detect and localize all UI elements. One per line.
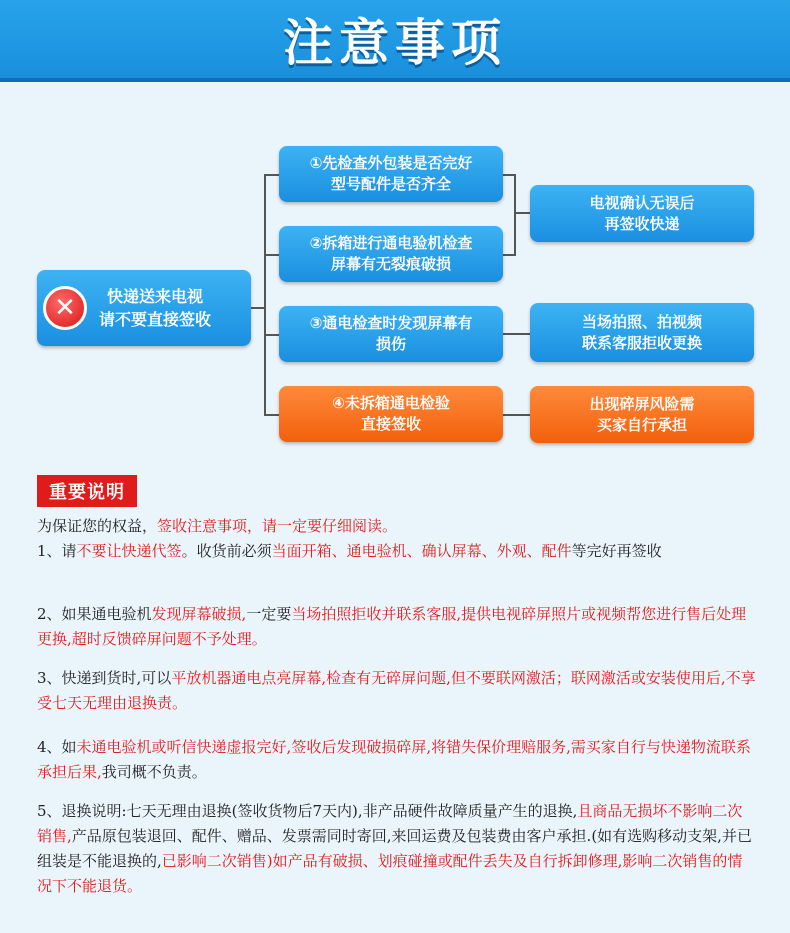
connector-line xyxy=(514,174,516,256)
result-1-line2: 再签收快递 xyxy=(604,214,680,233)
close-icon: ✕ xyxy=(43,286,87,330)
result-1-line1: 电视确认无误后 xyxy=(589,193,695,212)
note-5-seg: 产品原包装退回、配件、赠品、发票需同时寄回,来回运费及包装费由客户承担.(如有选购移动支架,并已组装是不能退换的, xyxy=(37,827,752,870)
result-box-3 xyxy=(530,386,754,443)
note-1-seg: 。收货前必须 xyxy=(181,542,272,560)
note-4 xyxy=(37,735,757,785)
step-3-line2: 损伤 xyxy=(375,335,406,353)
note-2-seg: 一定要 xyxy=(246,605,292,623)
step-box-2 xyxy=(279,226,503,282)
connector-line xyxy=(264,254,279,256)
note-5-seg: 且商品无损坏不影响二次销售, xyxy=(37,802,743,845)
note-2 xyxy=(37,602,757,652)
note-intro-seg: 签收注意事项，请一定要仔细阅读。 xyxy=(157,517,398,535)
note-5-seg: 5、退换说明:七天无理由退换(签收货物后7天内),非产品硬件故障质量产生的退换, xyxy=(37,802,578,820)
note-intro xyxy=(37,514,757,539)
notes-section xyxy=(37,475,757,507)
result-3-line2: 买家自行承担 xyxy=(596,415,687,434)
result-2-line1: 当场拍照、拍视频 xyxy=(581,312,702,331)
start-box xyxy=(37,270,251,346)
page-title: 注意事项 xyxy=(283,14,507,72)
note-1-seg: 等完好再签收 xyxy=(571,542,662,560)
step-3-line1: ③通电检查时发现屏幕有 xyxy=(309,314,473,332)
connector-line xyxy=(264,174,279,176)
note-2-seg: 2、如果通电验机 xyxy=(37,605,152,623)
result-3-line1: 出现碎屏风险需 xyxy=(589,394,695,413)
note-3 xyxy=(37,666,757,716)
step-4-line2: 直接签收 xyxy=(360,415,421,433)
step-2-line2: 屏幕有无裂痕破损 xyxy=(330,255,451,273)
connector-line xyxy=(264,334,279,336)
note-5-seg: 已影响二次销售)如产品有破损、划痕碰撞或配件丢失及自行拆卸修理,影响二次销售的情况下不能退货。 xyxy=(37,852,743,895)
step-1-line1: ①先检查外包装是否完好 xyxy=(309,154,473,172)
connector-line xyxy=(514,212,530,214)
connector-line xyxy=(264,174,266,415)
note-1-seg: 当面开箱、通电验机、确认屏幕、外观、配件 xyxy=(271,542,572,560)
start-line2: 请不要直接签收 xyxy=(99,310,212,329)
note-2-seg: 发现屏幕破损, xyxy=(151,605,247,623)
note-1 xyxy=(37,539,757,564)
flow-diagram xyxy=(0,0,790,460)
note-5 xyxy=(37,799,757,899)
connector-line xyxy=(503,333,530,335)
note-intro-seg: 为保证您的权益， xyxy=(37,517,158,535)
note-4-seg: 我司概不负责。 xyxy=(101,763,207,781)
connector-line xyxy=(251,307,265,309)
step-4-line1: ④未拆箱通电检验 xyxy=(332,394,450,412)
step-1-line2: 型号配件是否齐全 xyxy=(330,175,451,193)
note-1-seg: 不要让快递代签 xyxy=(76,542,182,560)
connector-line xyxy=(264,414,279,416)
notes-heading: 重要说明 xyxy=(37,475,137,507)
step-box-1 xyxy=(279,146,503,202)
step-2-line1: ②拆箱进行通电验机检查 xyxy=(309,234,473,252)
note-3-seg: 平放机器通电点亮屏幕,检查有无碎屏问题,但不要联网激活；联网激活或安装使用后,不享受七天无理由退换责。 xyxy=(37,669,756,712)
start-line1: 快递送来电视 xyxy=(107,287,204,306)
result-box-1 xyxy=(530,185,754,242)
result-2-line2: 联系客服拒收更换 xyxy=(581,333,702,352)
note-1-seg: 1、请 xyxy=(37,542,77,560)
note-4-seg: 未通电验机或听信快递虚报完好,签收后发现破损碎屏,将错失保价理赔服务,需买家自行与快递物流联系承担后果, xyxy=(37,738,751,781)
note-3-seg: 3、快递到货时,可以 xyxy=(37,669,172,687)
result-box-2 xyxy=(530,303,754,362)
note-2-seg: 当场拍照拒收并联系客服,提供电视碎屏照片或视频帮您进行售后处理更换,超时反馈碎屏问题不予处理。 xyxy=(37,605,747,648)
connector-line xyxy=(503,414,530,416)
step-box-4 xyxy=(279,386,503,442)
step-box-3 xyxy=(279,306,503,362)
note-4-seg: 4、如 xyxy=(37,738,77,756)
